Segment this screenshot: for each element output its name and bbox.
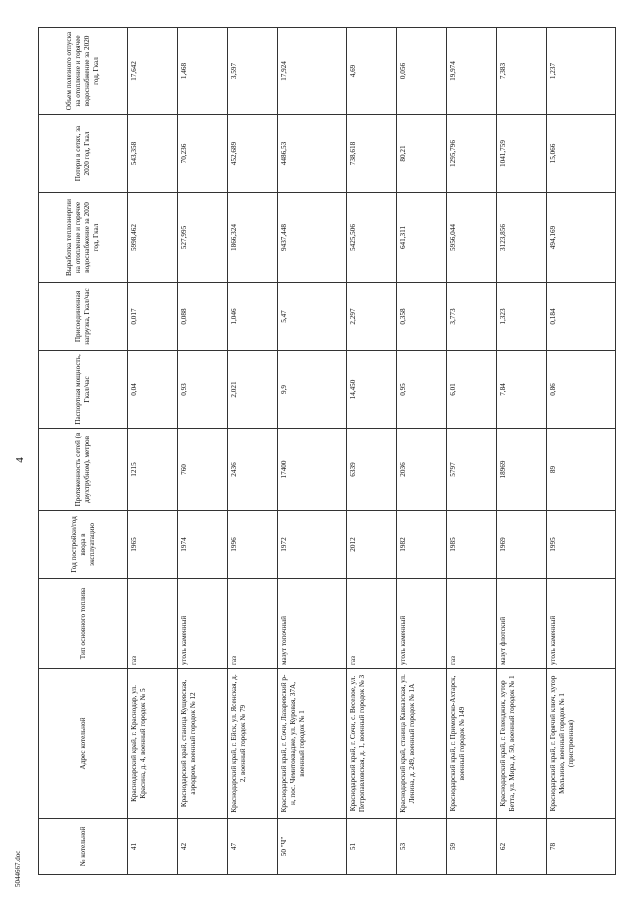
connected-load: 2,297 (347, 283, 397, 351)
heat-generation: 9437,448 (277, 193, 346, 283)
rated-capacity: 6,01 (446, 351, 496, 429)
network-length: 5797 (446, 429, 496, 511)
network-length: 17400 (277, 429, 346, 511)
network-losses: 452,689 (227, 115, 277, 193)
table-row (347, 28, 397, 875)
useful-supply: 17,924 (277, 28, 346, 115)
useful-supply: 19,974 (446, 28, 496, 115)
fuel-type: газ (227, 579, 277, 669)
connected-load: 3,773 (446, 283, 496, 351)
rated-capacity: 9,9 (277, 351, 346, 429)
useful-supply: 7,383 (496, 28, 546, 115)
document-reference: 5044667.doc (14, 850, 22, 887)
table-row (496, 28, 546, 875)
rated-capacity: 0,86 (546, 351, 615, 429)
boiler-address: Краснодарский край, г. Сочи, Лазаревский р-н, пос. Чемитоквадже, ул. Куровая, 37А, военный городок № 1 (277, 669, 346, 819)
header-cell: Тип основного топлива (39, 579, 128, 669)
boiler-address: Краснодарский край, г. Краснодар, ул. Красина, д. 4, военный городок № 5 (128, 669, 178, 819)
table-row (446, 28, 496, 875)
boiler-number: 51 (347, 819, 397, 875)
header-cell: Выработка теплоэнергии на отопление и горячее водоснабжение за 2020 год, Гкал (39, 193, 128, 283)
year-built: 2012 (347, 511, 397, 579)
network-length: 6339 (347, 429, 397, 511)
useful-supply: 3,597 (227, 28, 277, 115)
useful-supply: 4,69 (347, 28, 397, 115)
network-losses: 80,21 (396, 115, 446, 193)
header-cell: Присоединенная нагрузка, Гкал/час (39, 283, 128, 351)
header-cell: Паспортная мощность, Гкал/час (39, 351, 128, 429)
table-row (177, 28, 227, 875)
year-built: 1996 (227, 511, 277, 579)
network-losses: 70,236 (177, 115, 227, 193)
heat-generation: 5998,462 (128, 193, 178, 283)
boiler-address: Краснодарский край, г. Горячий ключ, хутор Мользино, военный городок № 1 (пристроенная) (546, 669, 615, 819)
network-losses: 738,618 (347, 115, 397, 193)
connected-load: 0,088 (177, 283, 227, 351)
year-built: 1972 (277, 511, 346, 579)
boiler-number: 47 (227, 819, 277, 875)
fuel-type: уголь каменный (177, 579, 227, 669)
useful-supply: 0,056 (396, 28, 446, 115)
year-built: 1985 (446, 511, 496, 579)
connected-load: 1,323 (496, 283, 546, 351)
network-losses: 1295,796 (446, 115, 496, 193)
boiler-address: Краснодарский край, г. Ейск, ул. Ясенская, д. 2, военный городок № 79 (227, 669, 277, 819)
year-built: 1982 (396, 511, 446, 579)
boiler-number: 41 (128, 819, 178, 875)
boiler-number: 53 (396, 819, 446, 875)
header-cell: Год постройки/год ввода в эксплуатацию (39, 511, 128, 579)
network-losses: 543,358 (128, 115, 178, 193)
network-length: 18969 (496, 429, 546, 511)
table-row (227, 28, 277, 875)
page-number: 4 (14, 457, 26, 463)
fuel-type: уголь каменный (396, 579, 446, 669)
fuel-type: газ (347, 579, 397, 669)
boiler-address: Краснодарский край, г. Сочи, с. Веселое, ул. Петропавловская, д. 1, военный городок № 3 (347, 669, 397, 819)
boiler-address: Краснодарский край, г. Приморско-Ахтарск, военный городок № 149 (446, 669, 496, 819)
connected-load: 0,358 (396, 283, 446, 351)
connected-load: 0,017 (128, 283, 178, 351)
header-cell: Потери в сетях, за 2020 год, Гкал (39, 115, 128, 193)
header-cell: Объем полезного отпуска на отопление и горячее водоснабжение за 2020 год, Гкал (39, 28, 128, 115)
header-row (39, 28, 128, 875)
connected-load: 1,046 (227, 283, 277, 351)
rated-capacity: 0,95 (396, 351, 446, 429)
rated-capacity: 0,93 (177, 351, 227, 429)
heat-generation: 5425,506 (347, 193, 397, 283)
boiler-number: 50 "Ч" (277, 819, 346, 875)
fuel-type: уголь каменный (546, 579, 615, 669)
heat-generation: 3123,856 (496, 193, 546, 283)
year-built: 1965 (128, 511, 178, 579)
connected-load: 5,47 (277, 283, 346, 351)
year-built: 1969 (496, 511, 546, 579)
boiler-number: 62 (496, 819, 546, 875)
fuel-type: мазут топочный (277, 579, 346, 669)
heat-generation: 1866,324 (227, 193, 277, 283)
year-built: 1974 (177, 511, 227, 579)
connected-load: 0,184 (546, 283, 615, 351)
rated-capacity: 14,450 (347, 351, 397, 429)
useful-supply: 17,642 (128, 28, 178, 115)
header-cell: Адрес котельной (39, 669, 128, 819)
boiler-table (38, 27, 616, 875)
table-row (128, 28, 178, 875)
year-built: 1995 (546, 511, 615, 579)
boiler-address: Краснодарский край, станица Кавказская, ул. Ленина, д. 249, военный городок № 1А (396, 669, 446, 819)
heat-generation: 494,169 (546, 193, 615, 283)
network-losses: 4486,53 (277, 115, 346, 193)
boiler-address: Краснодарский край, станица Кущевская, аэродром, военный городок № 12 (177, 669, 227, 819)
network-length: 2036 (396, 429, 446, 511)
network-length: 760 (177, 429, 227, 511)
boiler-address: Краснодарский край, г. Геленджик, хутор Бетта, ул. Мира, д. 50, военный городок № 1 (496, 669, 546, 819)
useful-supply: 1,468 (177, 28, 227, 115)
table-row (546, 28, 615, 875)
rated-capacity: 7,84 (496, 351, 546, 429)
rated-capacity: 0,04 (128, 351, 178, 429)
header-cell: Протяженность сетей (в двухтрубном), метров (39, 429, 128, 511)
rated-capacity: 2,021 (227, 351, 277, 429)
header-cell: № котельной (39, 819, 128, 875)
fuel-type: газ (446, 579, 496, 669)
boiler-number: 42 (177, 819, 227, 875)
table-row (277, 28, 346, 875)
useful-supply: 1,237 (546, 28, 615, 115)
network-length: 1215 (128, 429, 178, 511)
fuel-type: газ (128, 579, 178, 669)
heat-generation: 641,311 (396, 193, 446, 283)
heat-generation: 5956,044 (446, 193, 496, 283)
network-losses: 1041,759 (496, 115, 546, 193)
network-losses: 15,066 (546, 115, 615, 193)
network-length: 89 (546, 429, 615, 511)
boiler-number: 59 (446, 819, 496, 875)
table-row (396, 28, 446, 875)
network-length: 2436 (227, 429, 277, 511)
boiler-number: 78 (546, 819, 615, 875)
heat-generation: 527,995 (177, 193, 227, 283)
fuel-type: мазут флотский (496, 579, 546, 669)
